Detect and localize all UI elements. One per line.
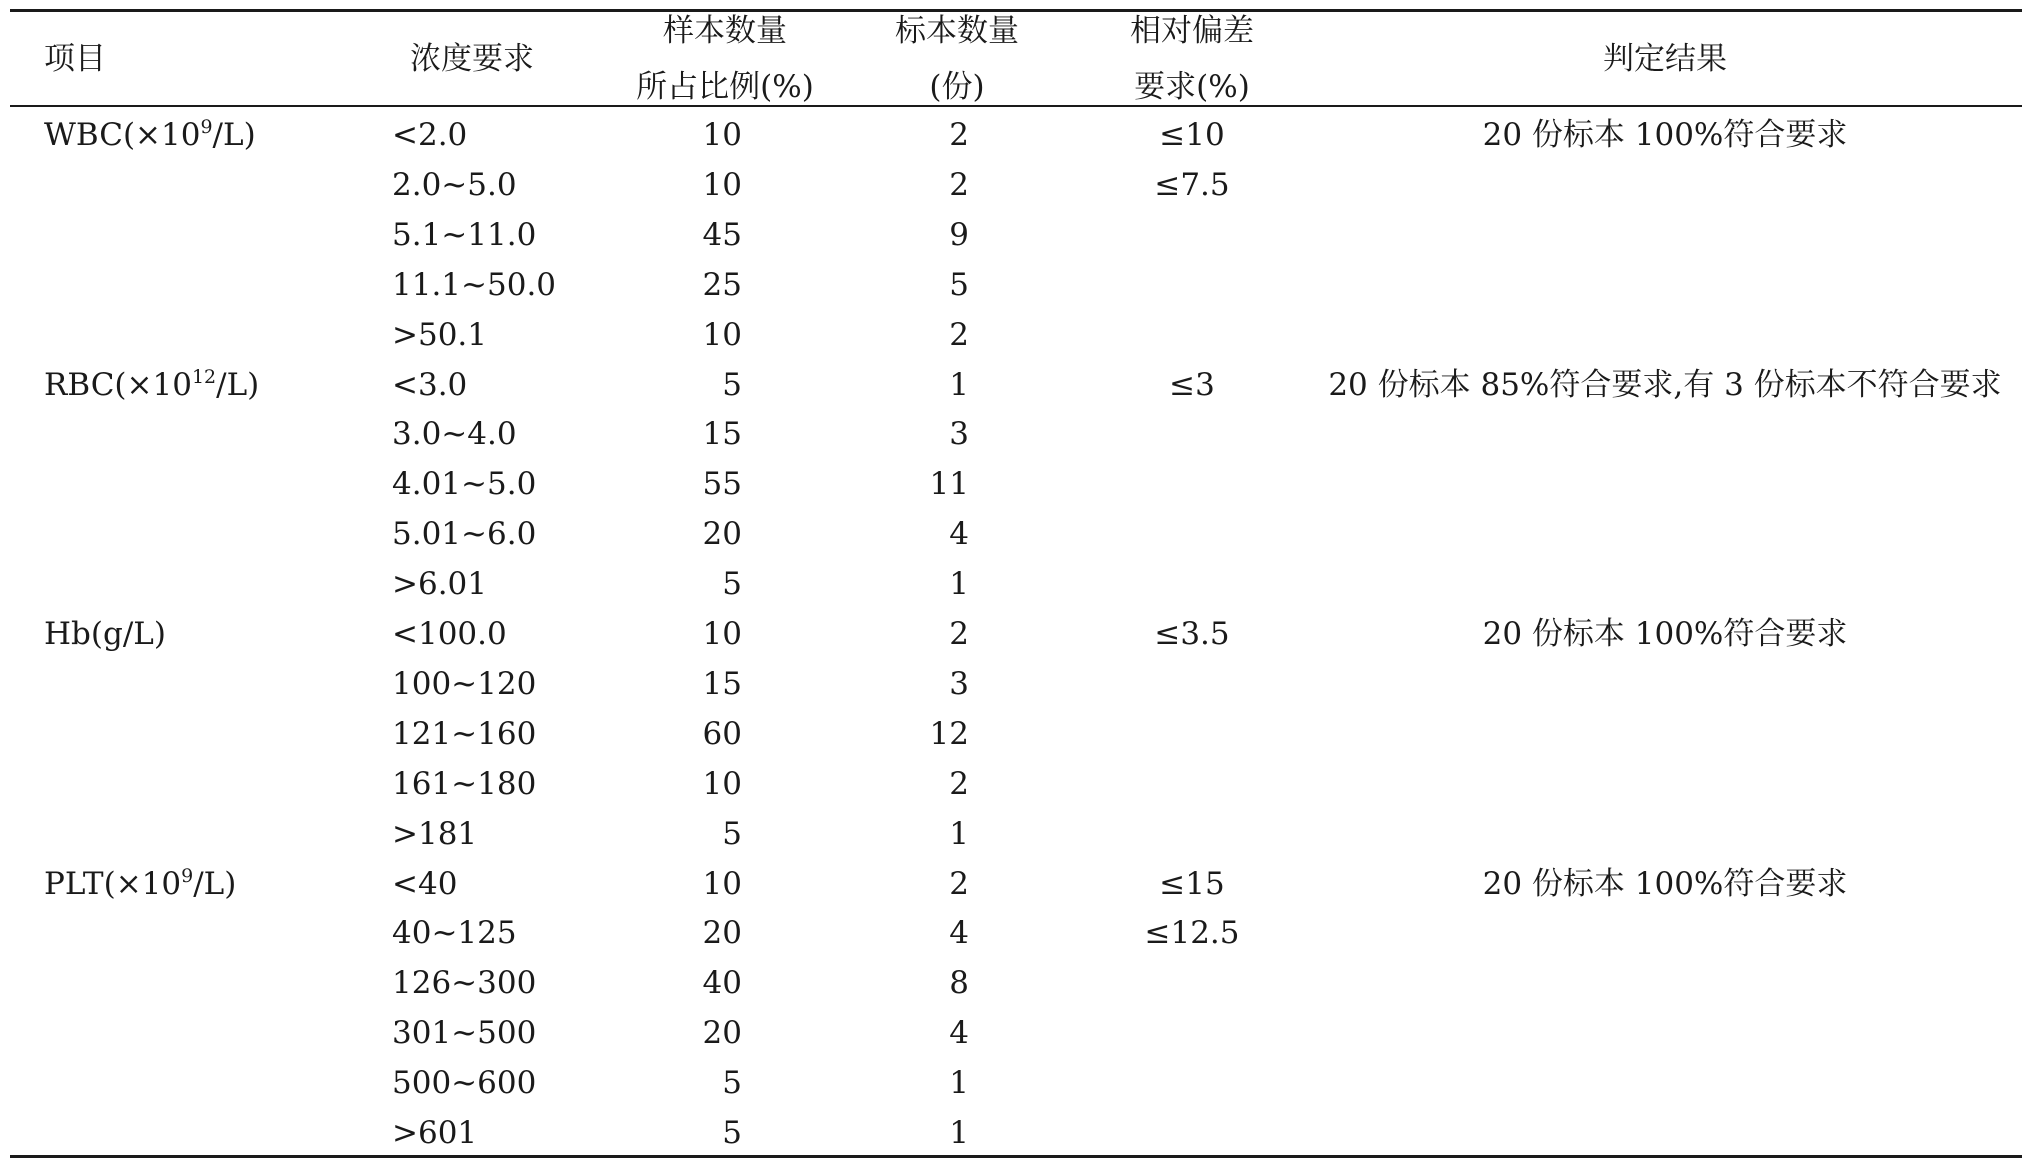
row-concentration: 2.0~5.0 xyxy=(392,167,517,203)
row-concentration: <40 xyxy=(392,866,458,902)
row-concentration: 100~120 xyxy=(392,666,537,702)
row-item-name: $PLT(\times 10^9/L)$ xyxy=(44,865,237,902)
row-concentration: <100.0 xyxy=(392,616,507,652)
row-concentration: 126~300 xyxy=(392,965,537,1001)
row-concentration: >6.01 xyxy=(392,566,487,602)
row-concentration: 121~160 xyxy=(392,716,537,752)
row-concentration: 5.01~6.0 xyxy=(392,516,537,552)
table-bottom-rule xyxy=(10,1155,2022,1158)
row-concentration: 3.0~4.0 xyxy=(392,416,517,452)
table-header-rule xyxy=(10,105,2022,107)
row-item-name: $RBC(\times 10^{12}/L)$ xyxy=(44,366,260,403)
row-concentration: 500~600 xyxy=(392,1065,537,1101)
row-concentration: >181 xyxy=(392,816,478,852)
row-concentration: <2.0 xyxy=(392,117,468,153)
row-item-name: $WBC(\times 10^9/L)$ xyxy=(44,116,256,153)
row-concentration: >50.1 xyxy=(392,317,487,353)
row-concentration: 11.1~50.0 xyxy=(392,267,557,303)
row-concentration: >601 xyxy=(392,1115,478,1151)
row-concentration: 40~125 xyxy=(392,915,517,951)
row-concentration: 301~500 xyxy=(392,1015,537,1051)
row-concentration: 4.01~5.0 xyxy=(392,466,537,502)
row-item-name: Hb(g/L) xyxy=(44,616,166,652)
row-concentration: <3.0 xyxy=(392,367,468,403)
row-concentration: 5.1~11.0 xyxy=(392,217,537,253)
header-item: 项目 xyxy=(44,41,106,77)
row-concentration: 161~180 xyxy=(392,766,537,802)
header-concentration: 浓度要求 xyxy=(410,41,534,77)
